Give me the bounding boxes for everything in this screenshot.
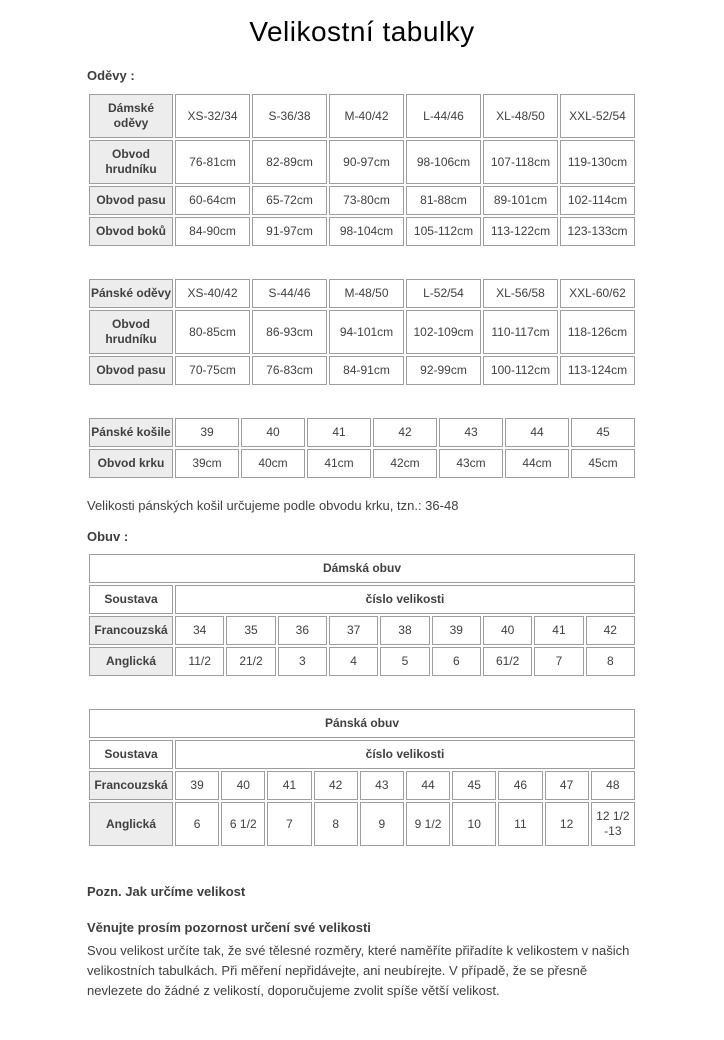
data-cell: 12 bbox=[545, 802, 589, 846]
data-cell: 65-72cm bbox=[252, 186, 327, 215]
data-cell: M-40/42 bbox=[329, 94, 404, 138]
data-cell: 102-114cm bbox=[560, 186, 635, 215]
row-header-cell: Obvod krku bbox=[89, 449, 173, 478]
table-row bbox=[89, 186, 635, 215]
data-cell: 4 bbox=[329, 647, 378, 676]
data-cell: 21/2 bbox=[226, 647, 275, 676]
data-cell: 110-117cm bbox=[483, 310, 558, 354]
data-cell: 84-91cm bbox=[329, 356, 404, 385]
data-cell: 11 bbox=[498, 802, 542, 846]
data-cell: 44 bbox=[505, 418, 569, 447]
data-cell: 60-64cm bbox=[175, 186, 250, 215]
table-row bbox=[89, 94, 635, 138]
mens-shirts-size-table bbox=[87, 416, 637, 480]
data-cell: 6 1/2 bbox=[221, 802, 265, 846]
data-cell: 45 bbox=[452, 771, 496, 800]
data-cell: 70-75cm bbox=[175, 356, 250, 385]
table-row bbox=[89, 418, 635, 447]
data-cell: S-44/46 bbox=[252, 279, 327, 308]
womens-clothing-size-table bbox=[87, 92, 637, 248]
data-cell: 6 bbox=[432, 647, 481, 676]
data-cell: 91-97cm bbox=[252, 217, 327, 246]
data-cell: XL-48/50 bbox=[483, 94, 558, 138]
page-title: Velikostní tabulky bbox=[249, 16, 475, 47]
data-cell: 35 bbox=[226, 616, 275, 645]
data-cell: 11/2 bbox=[175, 647, 224, 676]
data-cell: XL-56/58 bbox=[483, 279, 558, 308]
data-cell: 37 bbox=[329, 616, 378, 645]
data-cell: 7 bbox=[534, 647, 583, 676]
data-cell: 6 bbox=[175, 802, 219, 846]
data-cell: 84-90cm bbox=[175, 217, 250, 246]
table-row bbox=[89, 217, 635, 246]
data-cell: 98-104cm bbox=[329, 217, 404, 246]
row-header-cell: Obvod boků bbox=[89, 217, 173, 246]
row-header-cell: Obvod hrudníku bbox=[89, 140, 173, 184]
data-cell: 90-97cm bbox=[329, 140, 404, 184]
data-cell: 39 bbox=[432, 616, 481, 645]
data-cell: 39cm bbox=[175, 449, 239, 478]
data-cell: 43 bbox=[439, 418, 503, 447]
section-heading-clothing: Oděvy : bbox=[87, 68, 135, 83]
row-header-cell: Obvod pasu bbox=[89, 186, 173, 215]
data-cell: 10 bbox=[452, 802, 496, 846]
data-cell: 92-99cm bbox=[406, 356, 481, 385]
data-cell: 81-88cm bbox=[406, 186, 481, 215]
table-title-cell: Soustava bbox=[89, 585, 173, 614]
data-cell: XS-32/34 bbox=[175, 94, 250, 138]
row-header-cell: Pánské oděvy bbox=[89, 279, 173, 308]
table-row bbox=[89, 802, 635, 846]
table-row bbox=[89, 740, 635, 769]
data-cell: 8 bbox=[586, 647, 635, 676]
data-cell: 41 bbox=[307, 418, 371, 447]
data-cell: L-52/54 bbox=[406, 279, 481, 308]
data-cell: 76-81cm bbox=[175, 140, 250, 184]
data-cell: 39 bbox=[175, 418, 239, 447]
data-cell: 40 bbox=[483, 616, 532, 645]
data-cell: 43cm bbox=[439, 449, 503, 478]
data-cell: 40 bbox=[221, 771, 265, 800]
data-cell: 48 bbox=[591, 771, 635, 800]
data-cell: 76-83cm bbox=[252, 356, 327, 385]
data-cell: 44 bbox=[406, 771, 450, 800]
mens-shoes-size-table bbox=[87, 707, 637, 848]
data-cell: 40cm bbox=[241, 449, 305, 478]
data-cell: XXL-52/54 bbox=[560, 94, 635, 138]
data-cell: L-44/46 bbox=[406, 94, 481, 138]
data-cell: 39 bbox=[175, 771, 219, 800]
table-row bbox=[89, 140, 635, 184]
row-header-cell: Obvod pasu bbox=[89, 356, 173, 385]
data-cell: 89-101cm bbox=[483, 186, 558, 215]
data-cell: 47 bbox=[545, 771, 589, 800]
data-cell: 42 bbox=[586, 616, 635, 645]
data-cell: 38 bbox=[380, 616, 429, 645]
data-cell: 123-133cm bbox=[560, 217, 635, 246]
row-header-cell: Francouzská bbox=[89, 771, 173, 800]
data-cell: XS-40/42 bbox=[175, 279, 250, 308]
data-cell: 86-93cm bbox=[252, 310, 327, 354]
data-cell: 98-106cm bbox=[406, 140, 481, 184]
row-header-cell: Pánské košile bbox=[89, 418, 173, 447]
data-cell: 12 1/2 -13 bbox=[591, 802, 635, 846]
data-cell: 9 bbox=[360, 802, 404, 846]
notes-heading: Pozn. Jak určíme velikost bbox=[87, 884, 246, 899]
data-cell: 34 bbox=[175, 616, 224, 645]
table-row bbox=[89, 585, 635, 614]
data-cell: 46 bbox=[498, 771, 542, 800]
data-cell: 45cm bbox=[571, 449, 635, 478]
data-cell: 113-124cm bbox=[560, 356, 635, 385]
data-cell: 80-85cm bbox=[175, 310, 250, 354]
data-cell: 118-126cm bbox=[560, 310, 635, 354]
data-cell: 113-122cm bbox=[483, 217, 558, 246]
data-cell: 42 bbox=[373, 418, 437, 447]
shirt-size-note: Velikosti pánských košil určujeme podle obvodu krku, tzn.: 36-48 bbox=[87, 498, 459, 513]
notes-subheading: Věnujte prosím pozornost určení své velikosti bbox=[87, 920, 371, 935]
table-title-cell: Soustava bbox=[89, 740, 173, 769]
row-header-cell: Francouzská bbox=[89, 616, 173, 645]
table-row bbox=[89, 449, 635, 478]
table-row bbox=[89, 279, 635, 308]
data-cell: S-36/38 bbox=[252, 94, 327, 138]
data-cell: 8 bbox=[314, 802, 358, 846]
table-title-cell: číslo velikosti bbox=[175, 740, 635, 769]
data-cell: 94-101cm bbox=[329, 310, 404, 354]
data-cell: XXL-60/62 bbox=[560, 279, 635, 308]
data-cell: 45 bbox=[571, 418, 635, 447]
data-cell: 107-118cm bbox=[483, 140, 558, 184]
data-cell: 102-109cm bbox=[406, 310, 481, 354]
data-cell: M-48/50 bbox=[329, 279, 404, 308]
data-cell: 44cm bbox=[505, 449, 569, 478]
notes-paragraph: Svou velikost určíte tak, že své tělesné rozměry, které naměříte přiřadíte k velikostem v našich velikostních tabulkách. Při měření nepřidávejte, ani neubírejte. V případě, že se přesně nevlezete do žádné z velikostí, doporučujeme zvolit spíše větší velikost. bbox=[87, 943, 630, 998]
data-cell: 41 bbox=[267, 771, 311, 800]
data-cell: 41cm bbox=[307, 449, 371, 478]
data-cell: 5 bbox=[380, 647, 429, 676]
row-header-cell: Obvod hrudníku bbox=[89, 310, 173, 354]
data-cell: 105-112cm bbox=[406, 217, 481, 246]
data-cell: 43 bbox=[360, 771, 404, 800]
page-content bbox=[0, 16, 724, 1001]
mens-clothing-size-table bbox=[87, 277, 637, 387]
row-header-cell: Anglická bbox=[89, 802, 173, 846]
table-title-cell: číslo velikosti bbox=[175, 585, 635, 614]
data-cell: 9 1/2 bbox=[406, 802, 450, 846]
row-header-cell: Dámské oděvy bbox=[89, 94, 173, 138]
data-cell: 7 bbox=[267, 802, 311, 846]
data-cell: 36 bbox=[278, 616, 327, 645]
data-cell: 73-80cm bbox=[329, 186, 404, 215]
section-heading-shoes: Obuv : bbox=[87, 529, 129, 544]
data-cell: 40 bbox=[241, 418, 305, 447]
row-header-cell: Anglická bbox=[89, 647, 173, 676]
table-row bbox=[89, 771, 635, 800]
data-cell: 41 bbox=[534, 616, 583, 645]
table-row bbox=[89, 554, 635, 583]
table-row bbox=[89, 647, 635, 676]
data-cell: 42cm bbox=[373, 449, 437, 478]
table-row bbox=[89, 709, 635, 738]
table-row bbox=[89, 616, 635, 645]
data-cell: 82-89cm bbox=[252, 140, 327, 184]
data-cell: 42 bbox=[314, 771, 358, 800]
table-row bbox=[89, 356, 635, 385]
data-cell: 100-112cm bbox=[483, 356, 558, 385]
womens-shoes-size-table bbox=[87, 552, 637, 678]
table-title-cell: Pánská obuv bbox=[89, 709, 635, 738]
data-cell: 3 bbox=[278, 647, 327, 676]
data-cell: 119-130cm bbox=[560, 140, 635, 184]
data-cell: 61/2 bbox=[483, 647, 532, 676]
table-row bbox=[89, 310, 635, 354]
table-title-cell: Dámská obuv bbox=[89, 554, 635, 583]
